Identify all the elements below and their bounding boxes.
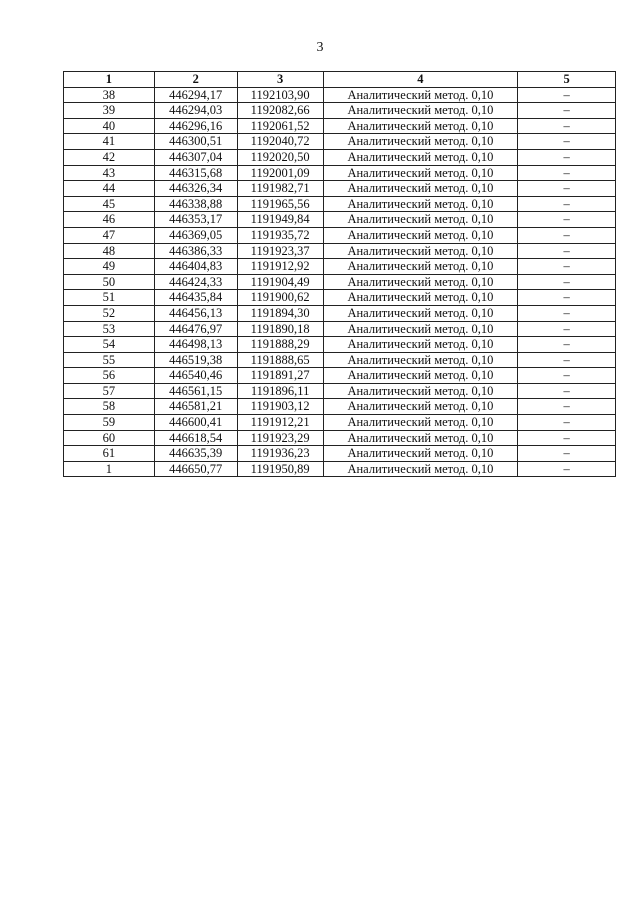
point-number-cell: 59 xyxy=(64,415,155,431)
method-cell: Аналитический метод. 0,10 xyxy=(323,212,518,228)
x-coordinate-cell: 446498,13 xyxy=(154,337,237,353)
x-coordinate-cell: 446369,05 xyxy=(154,227,237,243)
table-row xyxy=(64,368,616,384)
note-cell: – xyxy=(518,259,616,275)
note-cell: – xyxy=(518,243,616,259)
x-coordinate-cell: 446294,17 xyxy=(154,87,237,103)
point-number-cell: 54 xyxy=(64,337,155,353)
table-row xyxy=(64,461,616,477)
x-coordinate-cell: 446338,88 xyxy=(154,196,237,212)
y-coordinate-cell: 1191949,84 xyxy=(237,212,323,228)
x-coordinate-cell: 446650,77 xyxy=(154,461,237,477)
method-cell: Аналитический метод. 0,10 xyxy=(323,352,518,368)
point-number-cell: 56 xyxy=(64,368,155,384)
column-header-2: 2 xyxy=(154,72,237,88)
note-cell: – xyxy=(518,118,616,134)
table-body xyxy=(64,87,616,477)
x-coordinate-cell: 446600,41 xyxy=(154,415,237,431)
method-cell: Аналитический метод. 0,10 xyxy=(323,368,518,384)
table-row xyxy=(64,181,616,197)
table-row xyxy=(64,290,616,306)
table-row xyxy=(64,274,616,290)
x-coordinate-cell: 446307,04 xyxy=(154,149,237,165)
table-row xyxy=(64,103,616,119)
y-coordinate-cell: 1191912,21 xyxy=(237,415,323,431)
point-number-cell: 58 xyxy=(64,399,155,415)
note-cell: – xyxy=(518,149,616,165)
y-coordinate-cell: 1191903,12 xyxy=(237,399,323,415)
y-coordinate-cell: 1192082,66 xyxy=(237,103,323,119)
point-number-cell: 42 xyxy=(64,149,155,165)
column-header-1: 1 xyxy=(64,72,155,88)
x-coordinate-cell: 446326,34 xyxy=(154,181,237,197)
method-cell: Аналитический метод. 0,10 xyxy=(323,118,518,134)
table-row xyxy=(64,196,616,212)
method-cell: Аналитический метод. 0,10 xyxy=(323,430,518,446)
y-coordinate-cell: 1191923,29 xyxy=(237,430,323,446)
note-cell: – xyxy=(518,227,616,243)
x-coordinate-cell: 446435,84 xyxy=(154,290,237,306)
y-coordinate-cell: 1192103,90 xyxy=(237,87,323,103)
note-cell: – xyxy=(518,461,616,477)
method-cell: Аналитический метод. 0,10 xyxy=(323,103,518,119)
note-cell: – xyxy=(518,321,616,337)
note-cell: – xyxy=(518,415,616,431)
method-cell: Аналитический метод. 0,10 xyxy=(323,446,518,462)
table-row xyxy=(64,352,616,368)
point-number-cell: 55 xyxy=(64,352,155,368)
method-cell: Аналитический метод. 0,10 xyxy=(323,165,518,181)
point-number-cell: 60 xyxy=(64,430,155,446)
note-cell: – xyxy=(518,274,616,290)
y-coordinate-cell: 1192061,52 xyxy=(237,118,323,134)
note-cell: – xyxy=(518,165,616,181)
point-number-cell: 50 xyxy=(64,274,155,290)
x-coordinate-cell: 446635,39 xyxy=(154,446,237,462)
method-cell: Аналитический метод. 0,10 xyxy=(323,196,518,212)
note-cell: – xyxy=(518,305,616,321)
y-coordinate-cell: 1192040,72 xyxy=(237,134,323,150)
point-number-cell: 45 xyxy=(64,196,155,212)
x-coordinate-cell: 446353,17 xyxy=(154,212,237,228)
x-coordinate-cell: 446519,38 xyxy=(154,352,237,368)
table-header-row xyxy=(64,72,616,88)
method-cell: Аналитический метод. 0,10 xyxy=(323,337,518,353)
coordinates-table xyxy=(63,71,616,477)
x-coordinate-cell: 446300,51 xyxy=(154,134,237,150)
point-number-cell: 39 xyxy=(64,103,155,119)
method-cell: Аналитический метод. 0,10 xyxy=(323,243,518,259)
table-row xyxy=(64,305,616,321)
y-coordinate-cell: 1191900,62 xyxy=(237,290,323,306)
x-coordinate-cell: 446296,16 xyxy=(154,118,237,134)
x-coordinate-cell: 446294,03 xyxy=(154,103,237,119)
point-number-cell: 51 xyxy=(64,290,155,306)
point-number-cell: 40 xyxy=(64,118,155,134)
note-cell: – xyxy=(518,383,616,399)
table-row xyxy=(64,118,616,134)
table-row xyxy=(64,321,616,337)
note-cell: – xyxy=(518,181,616,197)
y-coordinate-cell: 1192001,09 xyxy=(237,165,323,181)
table-row xyxy=(64,227,616,243)
x-coordinate-cell: 446404,83 xyxy=(154,259,237,275)
x-coordinate-cell: 446386,33 xyxy=(154,243,237,259)
x-coordinate-cell: 446315,68 xyxy=(154,165,237,181)
y-coordinate-cell: 1191950,89 xyxy=(237,461,323,477)
table-row xyxy=(64,259,616,275)
method-cell: Аналитический метод. 0,10 xyxy=(323,290,518,306)
method-cell: Аналитический метод. 0,10 xyxy=(323,274,518,290)
method-cell: Аналитический метод. 0,10 xyxy=(323,259,518,275)
y-coordinate-cell: 1191888,65 xyxy=(237,352,323,368)
point-number-cell: 53 xyxy=(64,321,155,337)
point-number-cell: 52 xyxy=(64,305,155,321)
note-cell: – xyxy=(518,196,616,212)
y-coordinate-cell: 1192020,50 xyxy=(237,149,323,165)
note-cell: – xyxy=(518,212,616,228)
point-number-cell: 38 xyxy=(64,87,155,103)
point-number-cell: 41 xyxy=(64,134,155,150)
method-cell: Аналитический метод. 0,10 xyxy=(323,134,518,150)
point-number-cell: 61 xyxy=(64,446,155,462)
y-coordinate-cell: 1191891,27 xyxy=(237,368,323,384)
x-coordinate-cell: 446540,46 xyxy=(154,368,237,384)
y-coordinate-cell: 1191936,23 xyxy=(237,446,323,462)
method-cell: Аналитический метод. 0,10 xyxy=(323,181,518,197)
x-coordinate-cell: 446561,15 xyxy=(154,383,237,399)
method-cell: Аналитический метод. 0,10 xyxy=(323,227,518,243)
y-coordinate-cell: 1191890,18 xyxy=(237,321,323,337)
point-number-cell: 43 xyxy=(64,165,155,181)
method-cell: Аналитический метод. 0,10 xyxy=(323,87,518,103)
y-coordinate-cell: 1191904,49 xyxy=(237,274,323,290)
column-header-3: 3 xyxy=(237,72,323,88)
y-coordinate-cell: 1191896,11 xyxy=(237,383,323,399)
table-row xyxy=(64,149,616,165)
table-row xyxy=(64,165,616,181)
table-row xyxy=(64,415,616,431)
y-coordinate-cell: 1191912,92 xyxy=(237,259,323,275)
note-cell: – xyxy=(518,399,616,415)
point-number-cell: 1 xyxy=(64,461,155,477)
y-coordinate-cell: 1191888,29 xyxy=(237,337,323,353)
table-row xyxy=(64,446,616,462)
note-cell: – xyxy=(518,87,616,103)
x-coordinate-cell: 446581,21 xyxy=(154,399,237,415)
method-cell: Аналитический метод. 0,10 xyxy=(323,461,518,477)
point-number-cell: 48 xyxy=(64,243,155,259)
point-number-cell: 46 xyxy=(64,212,155,228)
note-cell: – xyxy=(518,290,616,306)
table-row xyxy=(64,383,616,399)
y-coordinate-cell: 1191894,30 xyxy=(237,305,323,321)
table-row xyxy=(64,87,616,103)
method-cell: Аналитический метод. 0,10 xyxy=(323,383,518,399)
point-number-cell: 44 xyxy=(64,181,155,197)
column-header-5: 5 xyxy=(518,72,616,88)
note-cell: – xyxy=(518,352,616,368)
method-cell: Аналитический метод. 0,10 xyxy=(323,415,518,431)
x-coordinate-cell: 446476,97 xyxy=(154,321,237,337)
y-coordinate-cell: 1191935,72 xyxy=(237,227,323,243)
note-cell: – xyxy=(518,446,616,462)
table-row xyxy=(64,243,616,259)
note-cell: – xyxy=(518,337,616,353)
note-cell: – xyxy=(518,430,616,446)
table-row xyxy=(64,399,616,415)
page-number: 3 xyxy=(316,40,324,55)
note-cell: – xyxy=(518,134,616,150)
table-row xyxy=(64,337,616,353)
table-row xyxy=(64,212,616,228)
x-coordinate-cell: 446424,33 xyxy=(154,274,237,290)
column-header-4: 4 xyxy=(323,72,518,88)
y-coordinate-cell: 1191923,37 xyxy=(237,243,323,259)
method-cell: Аналитический метод. 0,10 xyxy=(323,321,518,337)
method-cell: Аналитический метод. 0,10 xyxy=(323,399,518,415)
note-cell: – xyxy=(518,368,616,384)
point-number-cell: 57 xyxy=(64,383,155,399)
y-coordinate-cell: 1191965,56 xyxy=(237,196,323,212)
method-cell: Аналитический метод. 0,10 xyxy=(323,305,518,321)
note-cell: – xyxy=(518,103,616,119)
x-coordinate-cell: 446456,13 xyxy=(154,305,237,321)
table-row xyxy=(64,134,616,150)
y-coordinate-cell: 1191982,71 xyxy=(237,181,323,197)
x-coordinate-cell: 446618,54 xyxy=(154,430,237,446)
table-row xyxy=(64,430,616,446)
point-number-cell: 47 xyxy=(64,227,155,243)
method-cell: Аналитический метод. 0,10 xyxy=(323,149,518,165)
point-number-cell: 49 xyxy=(64,259,155,275)
